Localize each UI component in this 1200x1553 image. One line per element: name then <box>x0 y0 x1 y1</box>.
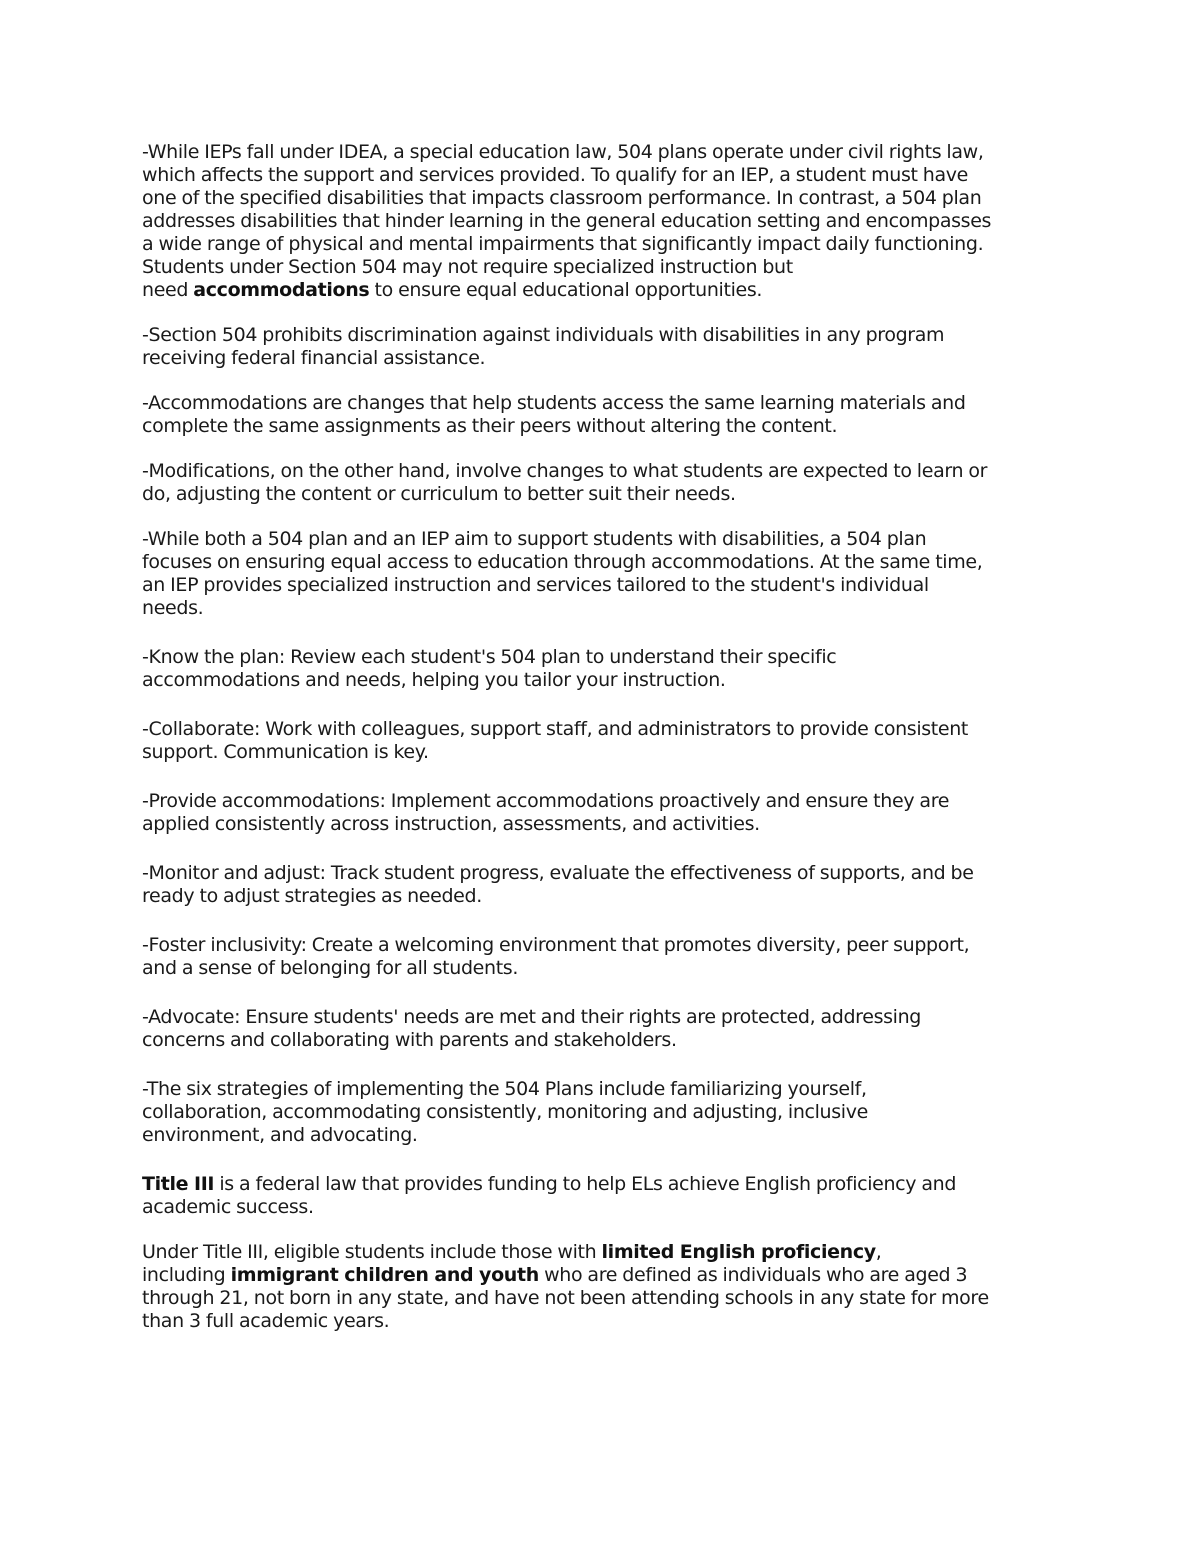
text-run: complete the same assignments as their peers without altering the content. <box>142 415 838 437</box>
text-run: -Accommodations are changes that help students access the same learning materials and <box>142 392 966 414</box>
text-run: through 21, not born in any state, and have not been attending schools in any state for more <box>142 1287 989 1309</box>
paragraph <box>142 862 1067 908</box>
text-line <box>142 1029 1067 1052</box>
text-line <box>142 1101 1067 1124</box>
text-run: -Collaborate: Work with colleagues, support staff, and administrators to provide consistent <box>142 718 969 740</box>
text-line <box>142 141 1067 164</box>
text-line <box>142 460 1067 483</box>
paragraph <box>142 934 1067 980</box>
text-run: -While both a 504 plan and an IEP aim to support students with disabilities, a 504 plan <box>142 528 927 550</box>
text-line <box>142 1124 1067 1147</box>
text-line <box>142 1006 1067 1029</box>
text-run: a wide range of physical and mental impairments that significantly impact daily functioning. <box>142 233 984 255</box>
text-run: -Section 504 prohibits discrimination against individuals with disabilities in any program <box>142 324 945 346</box>
bold-term: immigrant children and youth <box>230 1264 539 1286</box>
text-line <box>142 1078 1067 1101</box>
text-run: environment, and advocating. <box>142 1124 418 1146</box>
text-line <box>142 574 1067 597</box>
text-run: an IEP provides specialized instruction and services tailored to the student's individual <box>142 574 929 596</box>
text-run: , <box>875 1241 882 1263</box>
text-line <box>142 1173 1067 1196</box>
text-run: than 3 full academic years. <box>142 1310 390 1332</box>
text-line <box>142 279 1067 302</box>
text-run: -While IEPs fall under IDEA, a special education law, 504 plans operate under civil rights law, <box>142 141 984 163</box>
text-run: Students under Section 504 may not require specialized instruction but <box>142 256 793 278</box>
text-line <box>142 741 1067 764</box>
text-run: needs. <box>142 597 204 619</box>
text-line <box>142 528 1067 551</box>
text-run: to ensure equal educational opportunities. <box>369 279 763 301</box>
text-line <box>142 1310 1067 1333</box>
paragraph <box>142 324 1067 370</box>
text-line <box>142 210 1067 233</box>
text-line <box>142 256 1067 279</box>
text-line <box>142 415 1067 438</box>
paragraph <box>142 718 1067 764</box>
text-line <box>142 187 1067 210</box>
text-line <box>142 551 1067 574</box>
text-run: including <box>142 1264 231 1286</box>
paragraph <box>142 392 1067 438</box>
text-run: receiving federal financial assistance. <box>142 347 486 369</box>
text-run: -Monitor and adjust: Track student progress, evaluate the effectiveness of supports, and be <box>142 862 974 884</box>
bold-term: accommodations <box>193 279 370 301</box>
text-run: is a federal law that provides funding to help ELs achieve English proficiency and <box>214 1173 957 1195</box>
text-run: support. Communication is key. <box>142 741 429 763</box>
text-line <box>142 347 1067 370</box>
text-run: applied consistently across instruction, assessments, and activities. <box>142 813 760 835</box>
text-run: -Know the plan: Review each student's 504 plan to understand their specific <box>142 646 837 668</box>
text-line <box>142 233 1067 256</box>
text-line <box>142 392 1067 415</box>
text-line <box>142 790 1067 813</box>
paragraph <box>142 1006 1067 1052</box>
text-run: concerns and collaborating with parents and stakeholders. <box>142 1029 677 1051</box>
paragraph <box>142 528 1067 620</box>
text-run: one of the specified disabilities that impacts classroom performance. In contrast, a 504 plan <box>142 187 982 209</box>
paragraph <box>142 1078 1067 1147</box>
text-run: ready to adjust strategies as needed. <box>142 885 482 907</box>
text-run: -Foster inclusivity: Create a welcoming environment that promotes diversity, peer support, <box>142 934 970 956</box>
text-line <box>142 1241 1067 1264</box>
text-run: need <box>142 279 194 301</box>
paragraph <box>142 460 1067 506</box>
paragraph <box>142 790 1067 836</box>
paragraph <box>142 1173 1067 1219</box>
text-line <box>142 885 1067 908</box>
text-run: -The six strategies of implementing the 504 Plans include familiarizing yourself, <box>142 1078 867 1100</box>
text-run: who are defined as individuals who are aged 3 <box>538 1264 968 1286</box>
paragraph <box>142 141 1067 302</box>
paragraph <box>142 1241 1067 1333</box>
text-line <box>142 934 1067 957</box>
text-run: accommodations and needs, helping you tailor your instruction. <box>142 669 726 691</box>
text-line <box>142 597 1067 620</box>
paragraph <box>142 646 1067 692</box>
text-run: focuses on ensuring equal access to education through accommodations. At the same time, <box>142 551 983 573</box>
text-line <box>142 646 1067 669</box>
bold-term: limited English proficiency <box>601 1241 876 1263</box>
text-line <box>142 957 1067 980</box>
document-body <box>142 141 1067 1355</box>
text-run: and a sense of belonging for all students. <box>142 957 519 979</box>
bold-term: Title III <box>142 1173 215 1195</box>
text-run: collaboration, accommodating consistently, monitoring and adjusting, inclusive <box>142 1101 868 1123</box>
text-line <box>142 862 1067 885</box>
text-run: -Modifications, on the other hand, involve changes to what students are expected to learn or <box>142 460 988 482</box>
text-run: which affects the support and services provided. To qualify for an IEP, a student must have <box>142 164 968 186</box>
text-line <box>142 813 1067 836</box>
text-line <box>142 669 1067 692</box>
text-run: -Advocate: Ensure students' needs are met and their rights are protected, addressing <box>142 1006 921 1028</box>
text-run: addresses disabilities that hinder learning in the general education setting and encompasses <box>142 210 992 232</box>
text-run: do, adjusting the content or curriculum to better suit their needs. <box>142 483 736 505</box>
text-run: Under Title III, eligible students include those with <box>142 1241 602 1263</box>
text-line <box>142 718 1067 741</box>
text-line <box>142 324 1067 347</box>
text-line <box>142 1196 1067 1219</box>
text-line <box>142 1287 1067 1310</box>
text-line <box>142 164 1067 187</box>
text-line <box>142 483 1067 506</box>
text-run: -Provide accommodations: Implement accommodations proactively and ensure they are <box>142 790 950 812</box>
text-line <box>142 1264 1067 1287</box>
text-run: academic success. <box>142 1196 314 1218</box>
